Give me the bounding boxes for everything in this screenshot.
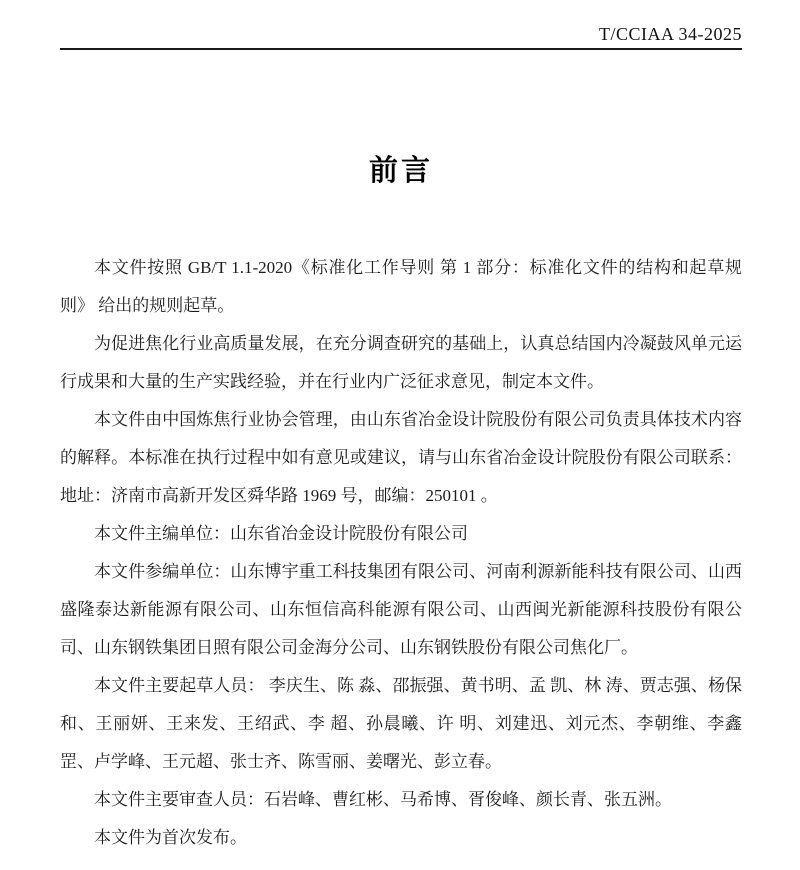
foreword-body	[60, 249, 742, 857]
paragraph-reviewers: 本文件主要审查人员：石岩峰、曹红彬、马希博、胥俊峰、颜长青、张五洲。	[94, 790, 672, 809]
paragraph-administration-contact: 本文件由中国炼焦行业协会管理，由山东省冶金设计院股份有限公司负责具体技术内容的解释。本标准在执行过程中如有意见或建议，请与山东省冶金设计院股份有限公司联系：地址：济南市高新开发区舜华路 1969 号，邮编：250101 。	[60, 410, 742, 505]
paragraph-drafting-rules: 本文件按照 GB/T 1.1-2020《标准化工作导则 第 1 部分：标准化文件的结构和起草规则》 给出的规则起草。	[60, 258, 742, 315]
paragraph-participating-units: 本文件参编单位：山东博宇重工科技集团有限公司、河南利源新能科技有限公司、山西盛隆泰达新能源有限公司、山东恒信高科能源有限公司、山西闽光新能源科技股份有限公司、山东钢铁集团日照有限公司金海分公司、山东钢铁股份有限公司焦化厂。	[60, 562, 742, 657]
page-header	[60, 0, 742, 50]
paragraph-chief-editing-unit: 本文件主编单位：山东省冶金设计院股份有限公司	[94, 524, 468, 543]
paragraph-purpose: 为促进焦化行业高质量发展，在充分调查研究的基础上，认真总结国内冷凝鼓风单元运行成果和大量的生产实践经验，并在行业内广泛征求意见，制定本文件。	[60, 334, 742, 391]
paragraph-drafters: 本文件主要起草人员： 李庆生、陈 淼、邵振强、黄书明、孟 凯、林 涛、贾志强、杨保和、王丽妍、王来发、王绍武、李 超、孙晨曦、许 明、刘建迅、刘元杰、李朝维、李鑫罡、卢学峰、王元超、张士齐、陈雪丽、姜曙光、彭立春。	[60, 676, 742, 771]
page-title: 前言	[368, 155, 433, 187]
standard-number: T/CCIAA 34-2025	[598, 24, 742, 44]
paragraph-first-issue: 本文件为首次发布。	[94, 828, 247, 847]
